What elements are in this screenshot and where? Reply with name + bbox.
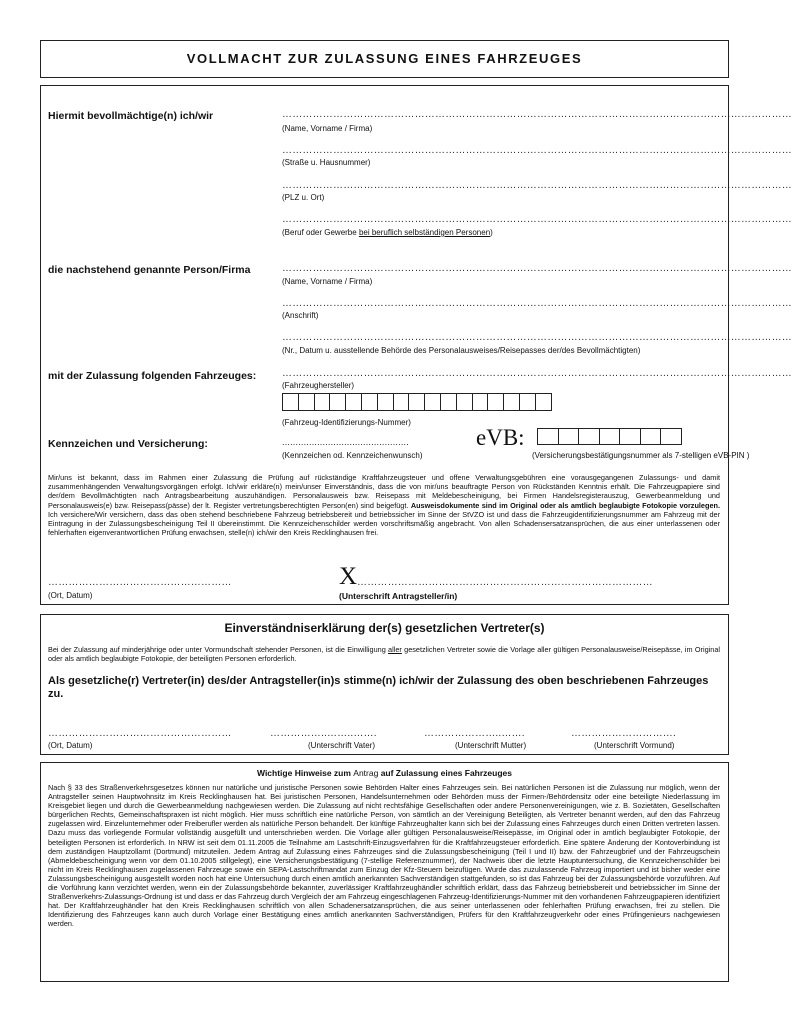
hersteller-caption: (Fahrzeughersteller) [282,381,355,390]
erklaerung-text: Mir/uns ist bekannt, dass im Rahmen einer Zulassung die Prüfung auf rückständige Kraftfahrzeugsteuer und offene Verwaltungsgebühren eine vorausgegangenen Zulassungs- und damit zusammenhängenden Verwaltungsvorgängen erfolgt. Ich/wir erkläre(n) mein/unser Einverständnis, dass die von mir/uns beauftragte Person von Rückständen Kenntnis erhält. Die Fahrzeugpapiere sind der/dem Bevollmächtigten nach Antragsbearbeitung auszuhändigen. Personalausweis bzw. Reisepass mit Meldebescheinigung, bei Firmen Handelsregisterauszug, Gewerbeanmeldung und Personalausweis(e) bzw. Reisepass(pässe) der lt. Register vertretungsberechtigten Person(en) sind beigefügt. Ausweisdokumente sind im Original oder als amtlich beglaubigte Fotokopie vorzulegen. Ich versichere/Wir versichern, dass das oben stehend beschriebene Fahrzeug betriebsbereit und betriebssicher im Sinne der StVZO ist und dass die Fahrzeugidentifizierungsnummer am Fahrzeug mit der Eintragung in der Zulassungsbescheinigung Teil II übereinstimmt. Die Kennzeichenschilder werden vorschriftsmäßig angebracht. Von allen Schadensersatzansprüchen, die aus einer unterlassenen oder fehlerhaften eigenverantwortlichen Prüfung erwachsen, stelle(n) ich/wir den Kreis Recklinghausen frei. [48,473,720,538]
fin-cell[interactable] [535,393,552,411]
fin-cell[interactable] [393,393,410,411]
person-label: die nachstehend genannte Person/Firma [48,264,251,276]
evb-cell[interactable] [640,428,662,445]
fin-cell[interactable] [298,393,315,411]
vormund-signature-caption: (Unterschrift Vormund) [594,741,675,750]
kennzeichen-label: Kennzeichen und Versicherung: [48,438,208,450]
antragsteller-signature-field[interactable]: …………………………………………………………………………… [357,577,653,588]
ausweis-field[interactable]: …………………………………………………………………………………………………………………………………… [282,332,792,343]
name-field[interactable]: …………………………………………………………………………………………………………………………………… [282,109,792,120]
fin-cell[interactable] [282,393,299,411]
vertreter-heading: Einverständniserklärung der(s) gesetzlichen Vertreter(s) [224,621,545,635]
hinweise-heading: Wichtige Hinweise zum Antrag auf Zulassung eines Fahrzeuges [257,768,512,778]
fin-cell[interactable] [408,393,425,411]
beruf-caption: (Beruf oder Gewerbe bei beruflich selbständigen Personen) [282,228,493,237]
fin-input-cells[interactable] [282,393,551,411]
hersteller-field[interactable]: …………………………………………………………………………………………………………………………………… [282,368,792,379]
fin-cell[interactable] [377,393,394,411]
beruf-field[interactable]: …………………………………………………………………………………………………………………………………… [282,214,792,225]
evb-label: eVB: [476,425,525,450]
ort-datum-field[interactable]: ……………………………………………… [48,577,232,588]
evb-caption: (Versicherungsbestätigungsnummer als 7-stelligen eVB-PIN ) [532,451,750,460]
evb-cell[interactable] [537,428,559,445]
signature-x-mark: X [339,563,358,590]
anschrift-caption: (Anschrift) [282,311,319,320]
strasse-field[interactable]: …………………………………………………………………………………………………………………………………… [282,145,792,156]
antragsteller-signature-caption: (Unterschrift Antragsteller/in) [339,591,458,601]
plz-caption: (PLZ u. Ort) [282,193,325,202]
fin-cell[interactable] [472,393,489,411]
kennzeichen-field[interactable]: ............................................... [282,437,409,447]
person-name-field[interactable]: …………………………………………………………………………………………………………………………………… [282,263,792,274]
evb-cell[interactable] [578,428,600,445]
mutter-signature-field[interactable]: …………………..……. [424,728,525,739]
fin-cell[interactable] [519,393,536,411]
plz-field[interactable]: …………………………………………………………………………………………………………………………………… [282,180,792,191]
fin-caption: (Fahrzeug-Identifizierungs-Nummer) [282,418,411,427]
vertreter-statement: Als gesetzliche(r) Vertreter(in) des/der Antragsteller(in)s stimme(n) ich/wir der Zulassung des oben beschriebenen Fahrzeuges zu. [48,675,709,700]
form-title: VOLLMACHT ZUR ZULASSUNG EINES FAHRZEUGES [186,51,583,66]
evb-cell[interactable] [599,428,621,445]
ausweis-caption: (Nr., Datum u. ausstellende Behörde des Personalausweises/Reisepasses der/des Bevollmächtigten) [282,346,641,355]
fin-cell[interactable] [503,393,520,411]
ort-datum-caption: (Ort, Datum) [48,591,93,600]
vertreter-text: Bei der Zulassung auf minderjährige oder unter Vormundschaft stehender Personen, ist die Einwilligung aller gesetzlichen Vertreter sowie die Vorlage aller gültigen Personalausweise/Reisepässe, im Original oder als amtlich beglaubigte Fotokopie, der beteiligten Personen erforderlich. [48,645,720,664]
fin-cell[interactable] [424,393,441,411]
person-name-caption: (Name, Vorname / Firma) [282,277,373,286]
fin-cell[interactable] [440,393,457,411]
vertreter-ort-field[interactable]: ……………………………………………… [48,728,232,739]
vertreter-ort-caption: (Ort, Datum) [48,741,93,750]
vater-signature-field[interactable]: ……………..……..……. [270,728,377,739]
strasse-caption: (Straße u. Hausnummer) [282,158,371,167]
name-caption: (Name, Vorname / Firma) [282,124,373,133]
fin-cell[interactable] [361,393,378,411]
anschrift-field[interactable]: …………………………………………………………………………………………………………………………………… [282,298,792,309]
evb-cell[interactable] [558,428,580,445]
bevollmaechtigen-label: Hiermit bevollmächtige(n) ich/wir [48,110,214,122]
mutter-signature-caption: (Unterschrift Mutter) [455,741,527,750]
fin-cell[interactable] [345,393,362,411]
fin-cell[interactable] [314,393,331,411]
fin-cell[interactable] [456,393,473,411]
hinweise-text: Nach § 33 des Straßenverkehrsgesetzes können nur natürliche und juristische Personen sowie Behörden Halter eines Fahrzeuges sein. Bei natürlichen Personen ist die Zulassung nur möglich, wenn der Antragsteller seinen Hauptwohnsitz im Kreis Recklinghausen hat. Bei juristischen Personen, Handelsunternehmen oder Behörden muss der Firmen-/Behördensitz oder eine beteiligte Niederlassung im Kreisgebiet liegen und durch die Gewerbeanmeldung nachgewiesen werden. Die Zulassung auf nicht rechtsfähige Gesellschaften oder andere Personenvereinigungen, wie z. B. Sozietäten, Gesellschaften bürgerlichen Rechts, Gemeinschaftspraxen ist nicht möglich. Hier muss schriftlich eine natürliche Person, von sämtlich an der Vereinigung Beteiligten, als Vertreter benannt werden, auf den das Fahrzeug zugelassen wird. Einzelunternehmer oder Freiberufler werden als natürliche Person behandelt. Der künftige Fahrzeughalter kann sich bei der Zulassung eines Fahrzeuges durch einen Dritten vertreten lassen. Dazu muss das vorliegende Formular vollständig ausgefüllt und unterschrieben werden. Die Vorlage aller gültigen Personalausweise/Reisepässe, im Original oder in amtlich beglaubigter Fotokopie, der beteiligten Personen ist erforderlich. In NRW ist seit dem 01.11.2005 die Teilnahme am Lastschrift-Einzugsverfahren für die Kraftfahrzeugsteuer erforderlich. Eine spätere Änderung der Kontoverbindung ist dem zuständigen Hauptzollamt (Dortmund) mitzuteilen. Jedem Antrag auf Zulassung eines Fahrzeuges sind die Zulassungsbescheinigung (Teil I und II) bzw. der Fahrzeugbrief und der Fahrzeugschein (Abmeldebescheinigung wenn vor dem 01.10.2005 stillgelegt), eine Versicherungsbestätigung (7-stellige Referenznummer), der Nachweis über die letzte Hauptuntersuchung, die Kennzeichenschilder bei nicht im Kreis Recklinghausen zugelassenen Fahrzeuge sowie ein SEPA-Lastschriftmandat zum Einzug der Kfz-Steuern beizufügen. Wurde das zuzulassende Fahrzeug importiert und ist bisher weder eine Zulassungsbescheinigung ausgestellt worden noch hat eine Untersuchung durch einen amtlich anerkannten Sachverständigen stattgefunden, so ist das Fahrzeug bei der Zulassungsbehörde vorzuführen. Auf die Vorführung kann verzichtet werden, wenn ein der Zulassungsbehörde bekannter, zuverlässiger Kraftfahrzeughändler schriftlich erklärt, dass das Fahrzeug betriebsbereit und betriebssicher im Sinne der Straßenverkehrs-Zulassungs-Ordnung ist und dass er das Fahrzeug durch Vergleich der am Fahrzeug eingeschlagenen Fahrzeug-Identifizierungs-Nummer mit den vorhandenen Fahrzeugpapieren identifiziert hat. Der Kraftfahrzeughändler hat den Kreis Recklinghausen schriftlich von allen Schadenersatzansprüchen, die aus seiner unterlassenen oder fehlerhaften Prüfung erwachsen, frei zu stellen. Die Identifizierung des Fahrzeuges kann auch durch Vorlage einer Bestätigung eines amtlich anerkannten Sachverständigen, Prüfers für den Kraftfahrzeugverkehr oder eines Prüfingenieurs nachgewiesen werden. [48,783,720,929]
vormund-signature-field[interactable]: …………………………. [571,728,676,739]
fin-cell[interactable] [329,393,346,411]
vater-signature-caption: (Unterschrift Vater) [308,741,375,750]
fin-cell[interactable] [487,393,504,411]
evb-cell[interactable] [660,428,682,445]
fahrzeug-label: mit der Zulassung folgenden Fahrzeuges: [48,370,257,382]
kennzeichen-caption: (Kennzeichen od. Kennzeichenwunsch) [282,451,423,460]
evb-cell[interactable] [619,428,641,445]
evb-input-cells[interactable] [537,428,681,445]
